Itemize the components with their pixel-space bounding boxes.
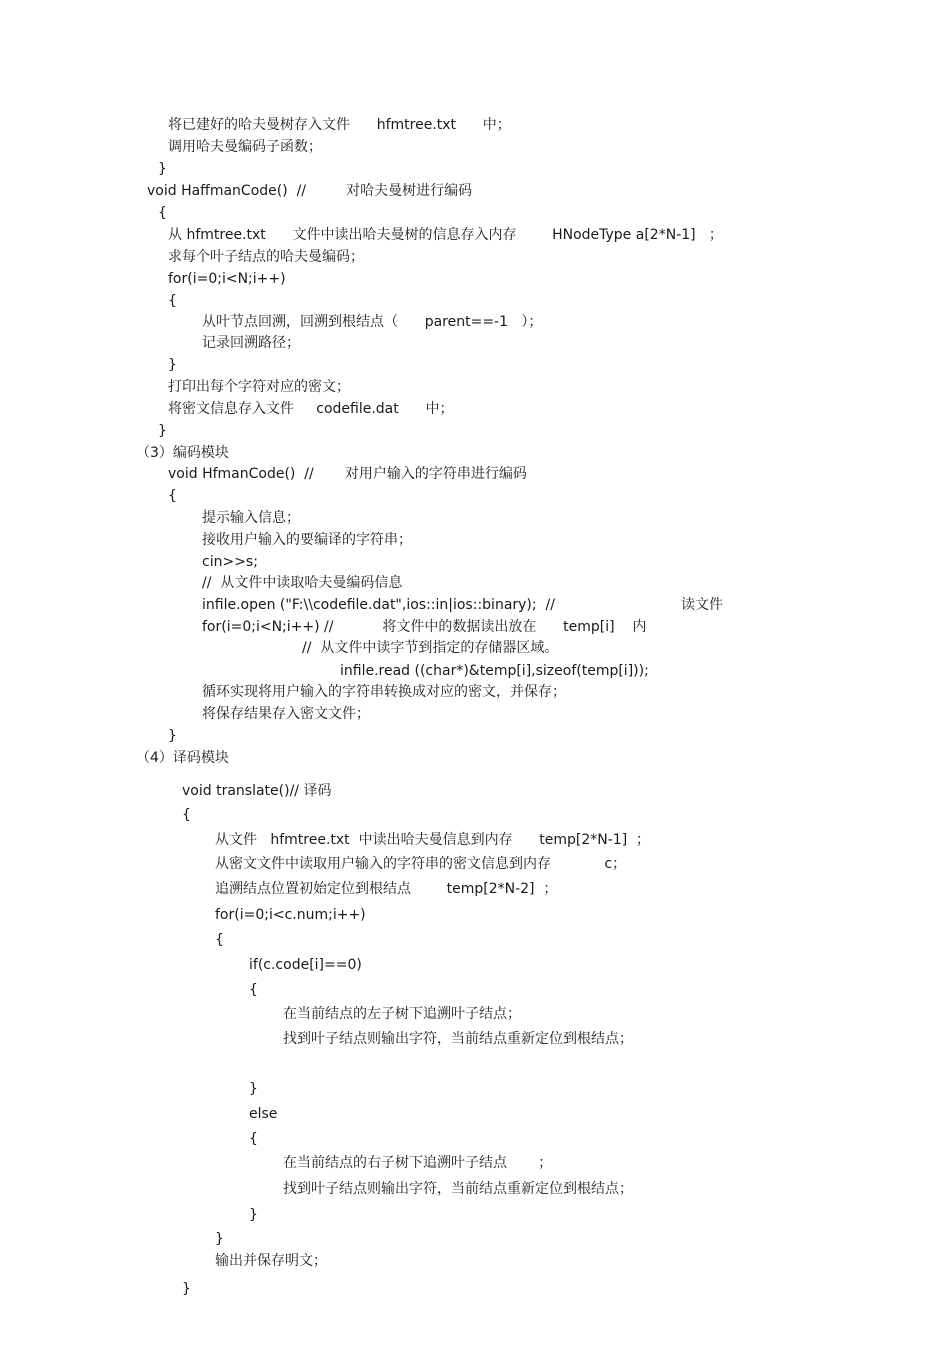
text-line: if(c.code[i]==0) [249,957,362,973]
text-line: } [249,1081,258,1097]
text-line: 记录回溯路径； [202,335,300,351]
text-line: 循环实现将用户输入的字符串转换成对应的密文，并保存； [202,684,566,700]
text-line: } [158,423,167,439]
text-line: void HaffmanCode() // 对哈夫曼树进行编码 [147,183,473,199]
text-line: 找到叶子结点则输出字符，当前结点重新定位到根结点； [283,1031,633,1047]
text-line: // 从文件中读取哈夫曼编码信息 [202,575,403,591]
text-line: 将保存结果存入密文文件； [202,706,370,722]
text-line: { [215,932,224,948]
text-line: { [249,1131,258,1147]
text-line: 读文件 [681,597,723,613]
text-line: } [249,1207,258,1223]
text-line: } [215,1231,224,1247]
text-line: for(i=0;i<c.num;i++) [215,907,366,923]
text-line: void HfmanCode() // 对用户输入的字符串进行编码 [168,466,527,482]
text-line: infile.read ((char*)&temp[i],sizeof(temp[i])); [340,663,649,679]
text-line: 追溯结点位置初始定位到根结点 temp[2*N-2] ； [215,881,558,897]
text-line: 从文件 hfmtree.txt 中读出哈夫曼信息到内存 temp[2*N-1] ； [215,832,651,848]
text-line: 调用哈夫曼编码子函数； [168,139,322,155]
text-line: 求每个叶子结点的哈夫曼编码； [168,249,364,265]
section-heading: （3）编码模块 [136,445,229,461]
text-line: { [249,982,258,998]
text-line: 打印出每个字符对应的密文； [168,379,350,395]
text-line: 在当前结点的左子树下追溯叶子结点； [283,1006,521,1022]
text-line: else [249,1106,278,1122]
text-line: 从密文文件中读取用户输入的字符串的密文信息到内存 c； [215,856,627,872]
text-line: } [168,728,177,744]
text-line: infile.open ("F:\\codefile.dat",ios::in|ios::binary); // [202,597,555,613]
text-line: 找到叶子结点则输出字符，当前结点重新定位到根结点； [283,1181,633,1197]
text-line: 接收用户输入的要编译的字符串； [202,532,412,548]
text-line: // 从文件中读字节到指定的存储器区域。 [302,640,559,656]
text-line: } [158,161,167,177]
text-line: { [168,293,177,309]
text-line: 输出并保存明文； [215,1253,327,1269]
text-line: } [182,1281,191,1297]
text-line: for(i=0;i<N;i++) [168,271,286,287]
text-line: cin>>s; [202,554,258,570]
text-line: { [168,488,177,504]
text-line: 将已建好的哈夫曼树存入文件 hfmtree.txt 中； [168,117,511,133]
section-heading: （4）译码模块 [136,750,229,766]
text-line: 将密文信息存入文件 codefile.dat 中； [168,401,454,417]
text-line: 提示输入信息； [202,510,300,526]
text-line: { [158,205,167,221]
text-line: 从 hfmtree.txt 文件中读出哈夫曼树的信息存入内存 HNodeType a[2*N-1] ； [168,227,723,243]
text-line: 在当前结点的右子树下追溯叶子结点 ； [283,1155,553,1171]
text-line: void translate()// 译码 [182,783,332,799]
text-line: 从叶节点回溯，回溯到根结点（ parent==-1 ）； [202,314,543,330]
text-line: { [182,807,191,823]
text-line: for(i=0;i<N;i++) // 将文件中的数据读出放在 temp[i] 内 [202,619,647,635]
text-line: } [168,357,177,373]
